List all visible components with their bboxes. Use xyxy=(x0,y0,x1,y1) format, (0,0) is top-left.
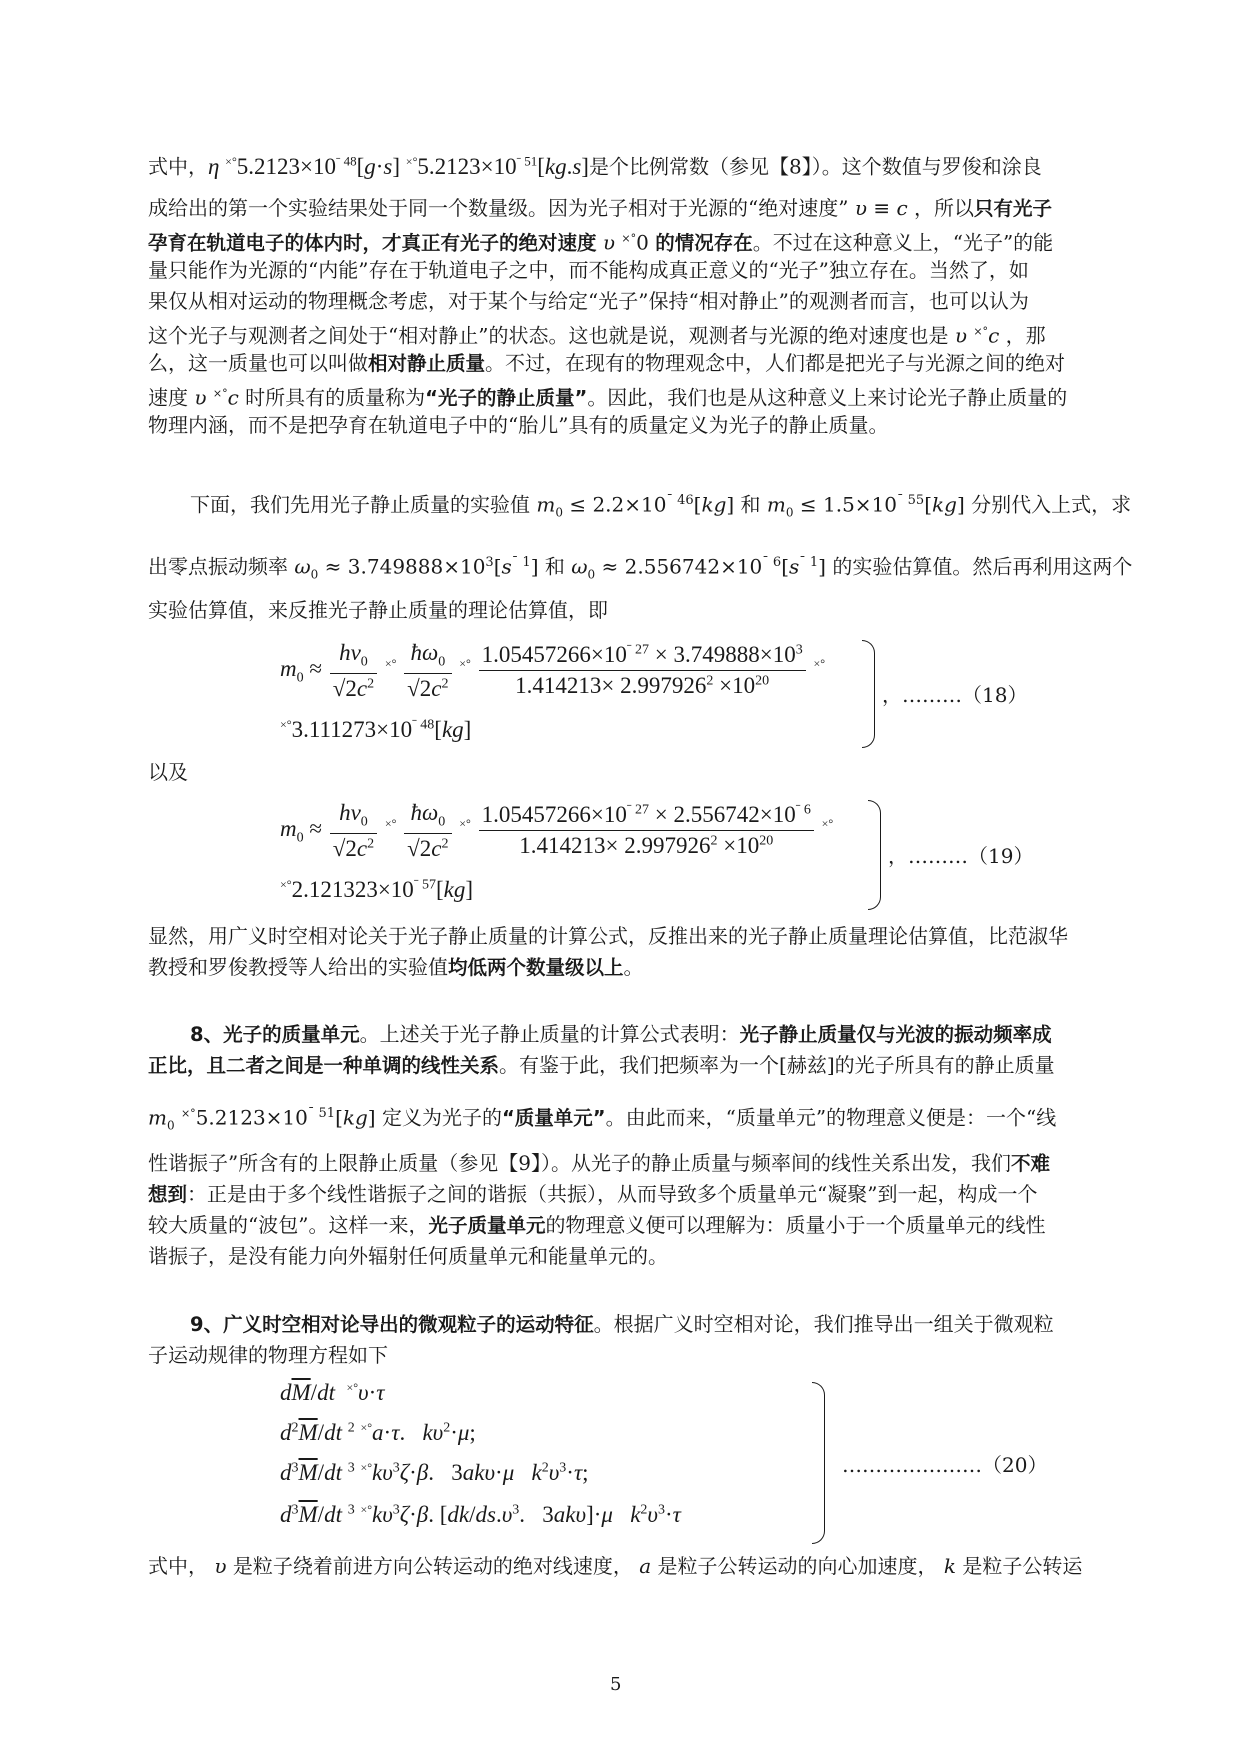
para-line: 式中，η $^{\times^\circ}5.2123\times 10^{ˉ 48}[g\cdot s]$ $^{\times^\circ}5.2123\times 10^{ˉ 51}[kg.s]$是个比例常数（参见【8】）。这个数值与罗俊和涂良 xyxy=(148,153,1042,179)
equation-20-row1: $d\overline{M}/dt$ ×°υ·τ xyxy=(280,1380,385,1405)
para-line: 这个光子与观测者之间处于“相对静止”的状态。这也就是说，观测者与光源的绝对速度也是 υ ×°c ，那 xyxy=(148,323,1046,348)
equation-brace xyxy=(868,800,881,910)
para-line: 以及 xyxy=(148,760,188,784)
para-line: 8、光子的质量单元。上述关于光子静止质量的计算公式表明：光子静止质量仅与光波的振动频率成 xyxy=(190,1022,1052,1046)
para-line: 想到：正是由于多个线性谐振子之间的谐振（共振），从而导致多个质量单元“凝聚”到一起，构成一个 xyxy=(148,1182,1038,1206)
para-line: 成给出的第一个实验结果处于同一个数量级。因为光子相对于光源的“绝对速度” υ ≡ c ，所以只有光子 xyxy=(148,196,1053,220)
para-line: 孕育在轨道电子的体内时，才真正有光子的绝对速度 υ ×°0 的情况存在。不过在这种意义上，“光子”的能 xyxy=(148,230,1054,255)
para-line: 果仅从相对运动的物理概念考虑，对于某个与给定“光子”保持“相对静止”的观测者而言，也可以认为 xyxy=(148,289,1029,313)
equation-brace xyxy=(812,1382,825,1544)
para-line: 速度 υ ×°c 时所具有的质量称为“光子的静止质量”。因此，我们也是从这种意义上来讨论光子静止质量的 xyxy=(148,385,1068,410)
para-line: 下面，我们先用光子静止质量的实验值 $m_0 \le 2.2\times 10^{ˉ 46}[kg]$ 和 $m_0 \le 1.5\times 10^{ˉ 55}[kg]$ 分别代入上式，求 xyxy=(190,492,1132,520)
equation-18-row1: $m_0$ ≈ $\frac{h\nu_0}{√2c^2}$ ×° $\frac{ħ\omega_0}{√2c^2}$ ×° $\frac{1.05457266\times 10^{ˉ 27} \times 3.749888\times 10^3}{1.414213\times 2.997926^2 \times 10^{20}}$ ×° xyxy=(280,640,826,701)
equation-20-row3: $d^3\overline{M}/dt$ $^3$ $^{\times^\circ}k\upsilon^3\zeta\cdot\beta$. 3akυ·μ $k^2\upsilon^3\cdot\tau$; xyxy=(280,1460,589,1485)
para-line: $m_0$ $^{\times^\circ}5.2123\times 10^{ˉ 51}[kg]$ 定义为光子的“质量单元”。由此而来，“质量单元”的物理意义便是：一个“线 xyxy=(148,1105,1057,1133)
para-line: 么，这一质量也可以叫做相对静止质量。不过，在现有的物理观念中，人们都是把光子与光源之间的绝对 xyxy=(148,351,1066,375)
para-line: 性谐振子”所含有的上限静止质量（参见【9】）。从光子的静止质量与频率间的线性关系出发，我们不难 xyxy=(148,1151,1050,1175)
equation-20-row2: $d^2\overline{M}/dt$ $^2$ ×°a·τ. $k\upsilon^2\cdot\mu$; xyxy=(280,1420,476,1445)
para-line: 出零点振动频率 $\omega_0 \approx 3.749888\times 10^3[s^{ˉ 1}]$ 和 $\omega_0 \approx 2.556742\times 10^{ˉ 6}[s^{ˉ 1}]$ 的实验估算值。然后再利用这两个 xyxy=(148,554,1133,582)
para-line: 量只能作为光源的“内能”存在于轨道电子之中，而不能构成真正意义的“光子”独立存在。当然了，如 xyxy=(148,258,1029,282)
equation-20-row4: $d^3\overline{M}/dt$ $^3$ $^{\times^\circ}k\upsilon^3\zeta\cdot\beta$. [$dk/ds.\upsilon^3$. 3akυ]·μ $k^2\upsilon^3\cdot\tau$ xyxy=(280,1502,681,1527)
equation-19-row1: $m_0$ ≈ $\frac{h\nu_0}{√2c^2}$ ×° $\frac{ħ\omega_0}{√2c^2}$ ×° $\frac{1.05457266\times 10^{ˉ 27} \times 2.556742\times 10^{ˉ 6}}{1.414213\times 2.997926^2 \times 10^{20}}$ ×° xyxy=(280,800,834,861)
para-line: 教授和罗俊教授等人给出的实验值均低两个数量级以上。 xyxy=(148,955,644,979)
equation-brace xyxy=(862,640,875,748)
equation-tag: ，………（19） xyxy=(888,844,1034,868)
page-number: 5 xyxy=(610,1674,622,1695)
para-line: 物理内涵，而不是把孕育在轨道电子中的“胎儿”具有的质量定义为光子的静止质量。 xyxy=(148,413,889,437)
para-line: 子运动规律的物理方程如下 xyxy=(148,1343,388,1367)
para-line: 式中， υ 是粒子绕着前进方向公转运动的绝对线速度， a 是粒子公转运动的向心加速度， k 是粒子公转运 xyxy=(148,1554,1083,1578)
equation-19-row2: $^{\times^\circ}2.121323\times 10^{ˉ 57}[kg]$ xyxy=(280,877,474,902)
equation-tag: ，………（18） xyxy=(882,683,1028,707)
para-line: 较大质量的“波包”。这样一来，光子质量单元的物理意义便可以理解为：质量小于一个质量单元的线性 xyxy=(148,1213,1046,1237)
para-line: 实验估算值，来反推光子静止质量的理论估算值，即 xyxy=(148,598,608,622)
equation-18-row2: $^{\times^\circ}3.111273\times 10^{ˉ 48}[kg]$ xyxy=(280,717,472,742)
para-line: 谐振子，是没有能力向外辐射任何质量单元和能量单元的。 xyxy=(148,1244,668,1268)
equation-tag: …………………（20） xyxy=(842,1453,1048,1477)
para-line: 显然，用广义时空相对论关于光子静止质量的计算公式，反推出来的光子静止质量理论估算值，比范淑华 xyxy=(148,924,1068,948)
para-line: 9、广义时空相对论导出的微观粒子的运动特征。根据广义时空相对论，我们推导出一组关于微观粒 xyxy=(190,1312,1054,1336)
para-line: 正比，且二者之间是一种单调的线性关系。有鉴于此，我们把频率为一个[赫兹]的光子所具有的静止质量 xyxy=(148,1053,1055,1077)
